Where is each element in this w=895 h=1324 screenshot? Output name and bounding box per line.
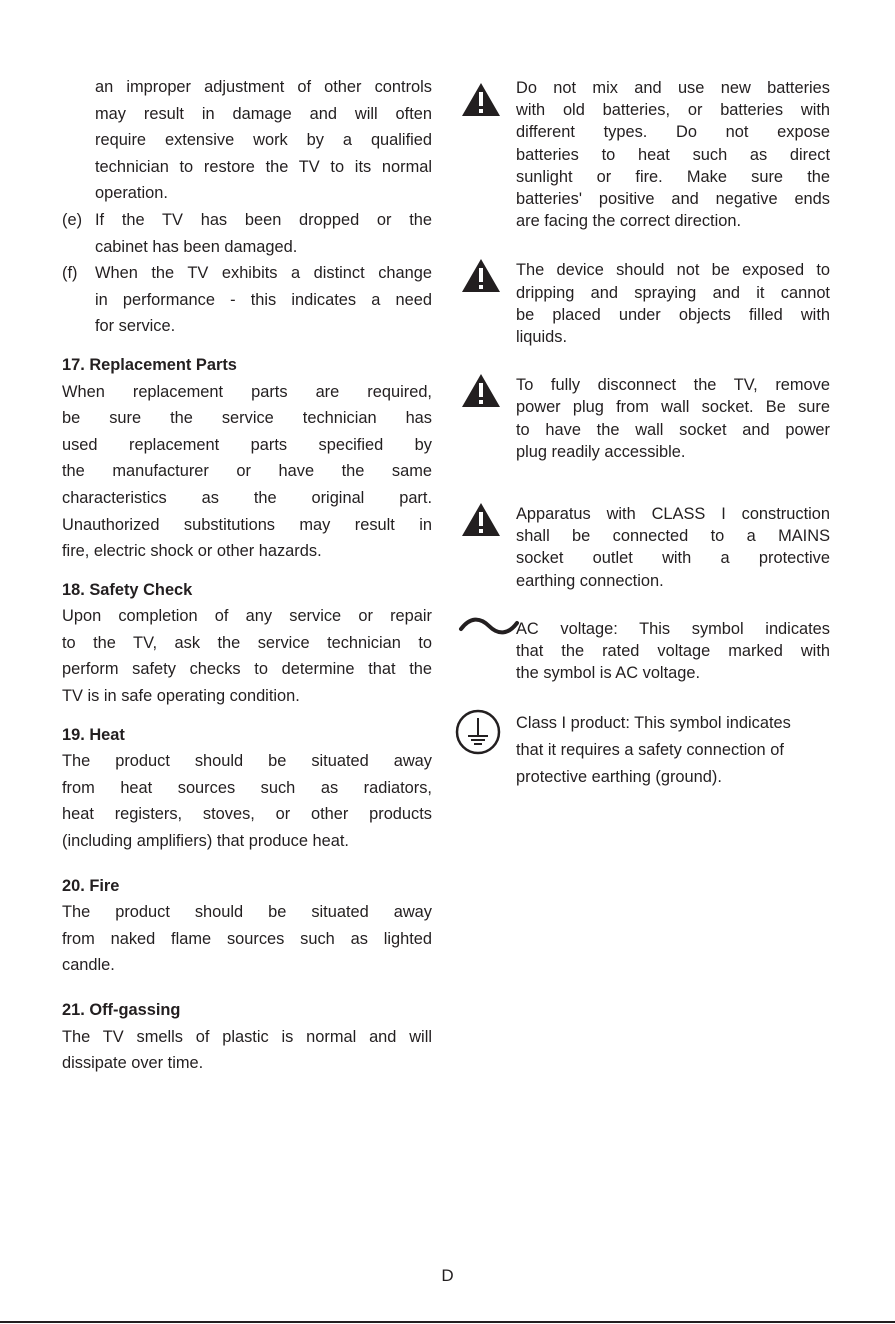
text-line: batteries to heat such as direct <box>516 145 830 164</box>
text-line: to the TV, ask the service technician to <box>62 633 432 652</box>
section-safety-check <box>62 577 432 710</box>
section-off-gassing <box>62 997 432 1077</box>
spacer <box>62 710 432 722</box>
text-line: batteries' positive and negative ends <box>516 190 830 209</box>
text-line: Do not mix and use new batteries <box>516 79 830 97</box>
page-letter: D <box>441 1266 454 1285</box>
spacer <box>62 340 432 352</box>
text-line: protective earthing (ground). <box>516 767 722 786</box>
text-line: require extensive work by a qualified <box>95 131 432 150</box>
text-line: When the TV exhibits a distinct change <box>95 264 432 283</box>
text-line: liquids. <box>516 328 568 347</box>
battery-warning <box>516 77 830 232</box>
section-heading: 18. Safety Check <box>62 580 193 599</box>
section-heading: 20. Fire <box>62 876 120 895</box>
text-line: power plug from wall socket. Be sure <box>516 398 830 417</box>
warning-triangle-icon <box>462 83 500 116</box>
text-line: perform safety checks to determine that the <box>62 660 432 679</box>
text-line: the manufacturer or have the same <box>62 462 432 481</box>
text-line: used replacement parts specified by <box>62 435 432 454</box>
warning-triangle-icon <box>462 259 500 292</box>
section-replacement-parts <box>62 352 432 565</box>
class-one-warning <box>516 503 830 592</box>
text-line: The TV smells of plastic is normal and will <box>62 1027 432 1046</box>
section-heat <box>62 722 432 855</box>
text-line: candle. <box>62 956 115 975</box>
text-line: If the TV has been dropped or the <box>95 210 432 229</box>
spacer <box>62 565 432 577</box>
text-line: be sure the service technician has <box>62 409 432 428</box>
text-line: in performance - this indicates a need <box>95 290 432 309</box>
text-line: different types. Do not expose <box>516 123 830 142</box>
text-line: TV is in safe operating condition. <box>62 687 300 706</box>
spacer <box>516 463 830 503</box>
text-line: Apparatus with CLASS I construction <box>516 505 830 524</box>
text-line: shall be connected to a MAINS <box>516 527 830 546</box>
text-line: from naked flame sources such as lighted <box>62 929 432 948</box>
text-line: AC voltage: This symbol indicates <box>516 619 830 638</box>
text-line: the symbol is AC voltage. <box>516 664 701 683</box>
list-item-f <box>62 260 432 340</box>
list-marker: (e) <box>62 210 83 229</box>
text-line: (including amplifiers) that produce heat. <box>62 832 349 851</box>
text-line: To fully disconnect the TV, remove <box>516 376 830 395</box>
text-line: When replacement parts are required, <box>62 382 432 401</box>
section-heading: 19. Heat <box>62 725 125 744</box>
text-line: may result in damage and will often <box>95 104 432 123</box>
text-line: sunlight or fire. Make sure the <box>516 167 830 186</box>
spacer <box>62 855 432 873</box>
text-line: that it requires a safety connection of <box>516 741 784 760</box>
text-line: an improper adjustment of other controls <box>95 78 432 96</box>
spacer <box>516 684 830 710</box>
section-heading: 21. Off-gassing <box>62 1001 181 1019</box>
list-item-e <box>62 207 432 260</box>
text-line: to have the wall socket and power <box>516 420 830 439</box>
text-line: The device should not be exposed to <box>516 261 830 280</box>
ac-voltage-icon <box>458 614 520 638</box>
spacer <box>516 592 830 618</box>
text-line: The product should be situated away <box>62 752 432 771</box>
section-heading: 17. Replacement Parts <box>62 355 237 374</box>
text-line: cabinet has been damaged. <box>95 237 298 256</box>
ac-voltage-note <box>516 618 830 685</box>
continuation-paragraph <box>62 74 432 207</box>
disconnect-warning <box>516 374 830 463</box>
text-line: dissipate over time. <box>62 1054 204 1073</box>
section-fire <box>62 873 432 979</box>
text-line: socket outlet with a protective <box>516 549 830 568</box>
left-column <box>62 74 432 1077</box>
liquid-warning <box>516 259 830 348</box>
text-line: are facing the correct direction. <box>516 212 742 231</box>
protective-earth-icon <box>454 708 502 756</box>
class-one-product-note <box>516 710 830 790</box>
warning-triangle-icon <box>462 374 500 407</box>
text-line: characteristics as the original part. <box>62 488 432 507</box>
text-line: Unauthorized substitutions may result in <box>62 515 432 534</box>
text-line: operation. <box>95 184 168 203</box>
text-line: for service. <box>95 317 176 336</box>
text-line: from heat sources such as radiators, <box>62 778 432 797</box>
text-line: heat registers, stoves, or other products <box>62 805 432 824</box>
text-line: The product should be situated away <box>62 903 432 922</box>
text-line: be placed under objects filled with <box>516 305 830 324</box>
text-line: Class I product: This symbol indicates <box>516 714 791 733</box>
spacer <box>516 232 830 259</box>
bottom-rule <box>0 1321 895 1323</box>
text-line: earthing connection. <box>516 571 664 590</box>
text-line: that the rated voltage marked with <box>516 642 830 661</box>
right-column <box>516 77 830 790</box>
text-line: fire, electric shock or other hazards. <box>62 542 322 561</box>
spacer <box>516 348 830 374</box>
list-marker: (f) <box>62 264 78 283</box>
text-line: Upon completion of any service or repair <box>62 607 432 626</box>
text-line: plug readily accessible. <box>516 442 686 461</box>
text-line: with old batteries, or batteries with <box>516 101 830 120</box>
text-line: dripping and spraying and it cannot <box>516 283 830 302</box>
warning-triangle-icon <box>462 503 500 536</box>
text-line: technician to restore the TV to its normal <box>95 157 432 176</box>
spacer <box>62 979 432 997</box>
